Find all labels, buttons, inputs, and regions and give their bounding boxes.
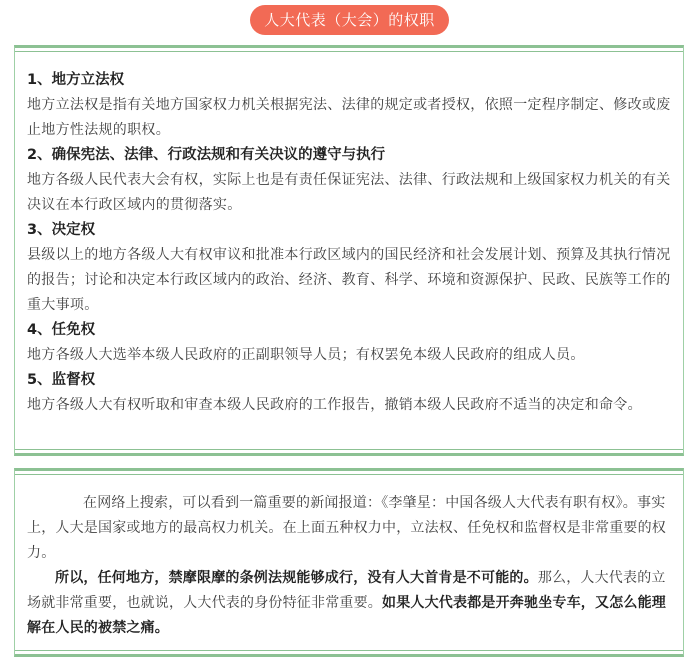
rights-box (14, 45, 684, 456)
right-heading: 1、地方立法权 (27, 72, 125, 88)
right-item-enforcement (27, 143, 671, 218)
right-heading: 3、决定权 (27, 222, 96, 238)
right-heading: 5、监督权 (27, 372, 96, 388)
commentary-text: 那么，人大代表的立场就非常重要，也就说，人大代表的身份特征非常重要。 (27, 570, 666, 611)
right-item-supervision (27, 368, 671, 418)
section-title: 人大代表（大会）的权职 (250, 5, 449, 35)
title-wrap (0, 5, 699, 35)
right-heading: 2、确保宪法、法律、行政法规和有关决议的遵守与执行 (27, 147, 386, 163)
right-body: 县级以上的地方各级人大有权审议和批准本行政区域内的国民经济和社会发展计划、预算及其执行情况的报告；讨论和决定本行政区域内的政治、经济、教育、科学、环境和资源保护、民政、民族等工作的重大事项。 (27, 247, 671, 313)
right-body: 地方各级人大有权听取和审查本级人民政府的工作报告，撤销本级人民政府不适当的决定和命令。 (27, 397, 642, 413)
commentary-emphasis-2: 如果人大代表都是开奔驰坐专车，又怎么能理解在人民的被禁之痛。 (27, 595, 666, 636)
right-item-legislation (27, 68, 671, 143)
commentary-paragraph-2 (27, 566, 671, 641)
right-heading: 4、任免权 (27, 322, 96, 338)
right-item-decision (27, 218, 671, 318)
commentary-box (14, 468, 684, 657)
right-body: 地方立法权是指有关地方国家权力机关根据宪法、法律的规定或者授权，依照一定程序制定、修改或废止地方性法规的职权。 (27, 97, 671, 138)
right-item-appointment (27, 318, 671, 368)
commentary-paragraph-1: 在网络上搜索，可以看到一篇重要的新闻报道：《李肇星：中国各级人大代表有职有权》。事实上，人大是国家或地方的最高权力机关。在上面五种权力中，立法权、任免权和监督权是非常重要的权力。 (27, 495, 666, 561)
commentary-emphasis-1: 所以，任何地方，禁摩限摩的条例法规能够成行，没有人大首肯是不可能的。 (55, 570, 538, 586)
right-body: 地方各级人大选举本级人民政府的正副职领导人员；有权罢免本级人民政府的组成人员。 (27, 347, 585, 363)
right-body: 地方各级人民代表大会有权，实际上也是有责任保证宪法、法律、行政法规和上级国家权力机关的有关决议在本行政区域内的贯彻落实。 (27, 172, 671, 213)
